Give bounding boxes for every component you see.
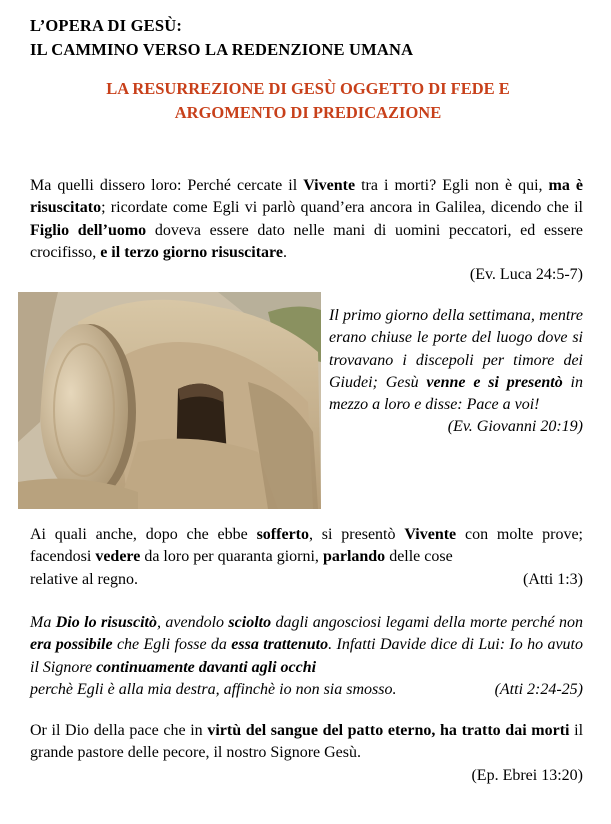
bold-run: Vivente [404, 526, 457, 543]
bold-run: Dio lo risuscitò [55, 614, 157, 631]
text-run: perchè Egli è alla mia destra, affinchè io non sia smosso. [30, 680, 397, 698]
paragraph-luca [30, 175, 583, 286]
bold-run: Figlio dell’uomo [30, 221, 147, 239]
subtitle-line-1: LA RESURREZIONE DI GESÙ OGGETTO DI FEDE E [106, 79, 510, 98]
empty-tomb-photo [18, 292, 321, 509]
text-run: in mezzo a loro e disse: Pace a voi! [329, 373, 583, 414]
paragraph-luca-text [30, 175, 583, 264]
bold-run: vedere [95, 548, 141, 566]
subtitle-line-2: ARGOMENTO DI PREDICAZIONE [174, 103, 442, 122]
text-run: . Infatti Davide dice di Lui: Io ho avuto il Signore [30, 636, 584, 676]
paragraph-giovanni-text [329, 305, 583, 416]
text-run: relative al regno. [30, 570, 138, 588]
bold-run: era possibile [30, 636, 113, 654]
text-run: Ma quelli dissero loro: Perché cercate il [30, 177, 304, 194]
paragraph-atti-2-lastline [30, 679, 583, 701]
paragraph-ebrei-text [30, 720, 583, 765]
header-line-2: IL CAMMINO VERSO LA REDENZIONE UMANA [30, 40, 414, 59]
text-run: Or il Dio della pace che in [30, 722, 208, 739]
paragraph-atti-1-lastline [30, 569, 583, 591]
text-run: con molte prove; facendosi [30, 526, 584, 566]
reference-luca: (Ev. Luca 24:5-7) [469, 266, 583, 284]
paragraph-giovanni [329, 305, 583, 439]
bold-run: continuamente davanti agli occhi [96, 658, 317, 676]
text-run: ; ricordate come Egli vi parlò quand’era ancora in Galilea, dicendo che il [101, 199, 583, 217]
text-run: , avendolo [156, 614, 229, 631]
tomb-illustration [18, 292, 321, 509]
paragraph-atti-2-text [30, 612, 583, 679]
bold-run: virtù del sangue del patto eterno, ha tratto dai morti [207, 722, 570, 739]
paragraph-ebrei [30, 720, 583, 787]
text-run: dagli angosciosi legami della morte perché non [271, 614, 583, 631]
paragraph-atti-1-text [30, 524, 583, 569]
page-header [30, 14, 413, 62]
bold-run: sciolto [228, 614, 272, 631]
reference-atti-1: (Atti 1:3) [523, 570, 583, 588]
text-run: il grande pastore delle pecore, il nostro Signore Gesù. [30, 722, 584, 762]
text-run: tra i morti? Egli non è qui, [355, 177, 549, 194]
bold-run: essa trattenuto [231, 636, 329, 654]
text-run: delle cose [385, 548, 453, 566]
bold-run: venne e si presentò [426, 373, 563, 391]
header-line-1: L’OPERA DI GESÙ: [30, 16, 183, 35]
bold-run: sofferto [256, 526, 309, 543]
text-run: , si presentò [309, 526, 405, 543]
text-run: Ai quali anche, dopo che ebbe [30, 526, 257, 543]
reference-atti-2: (Atti 2:24-25) [494, 680, 583, 698]
text-run: doveva essere dato nelle mani di uomini peccatori, ed essere crocifisso, [30, 221, 583, 261]
section-subtitle [30, 77, 586, 125]
text-run: Il primo giorno della settimana, mentre erano chiuse le porte del luogo dove si trovavano i discepoli per timore dei Giudei; Gesù [329, 307, 583, 391]
paragraph-atti-1 [30, 524, 583, 591]
bold-run: Vivente [303, 177, 356, 194]
bold-run: parlando [322, 548, 386, 566]
text-run: da loro per quaranta giorni, [140, 548, 323, 566]
bold-run: e il terzo giorno risuscitare [100, 243, 283, 261]
text-run: che Egli fosse da [112, 636, 232, 654]
reference-ebrei: (Ep. Ebrei 13:20) [471, 766, 583, 784]
paragraph-atti-2 [30, 612, 583, 701]
text-run: Ma [30, 614, 56, 631]
reference-giovanni: (Ev. Giovanni 20:19) [447, 418, 583, 436]
text-run: . [282, 243, 287, 261]
bold-run: ma è risuscitato [30, 177, 584, 217]
